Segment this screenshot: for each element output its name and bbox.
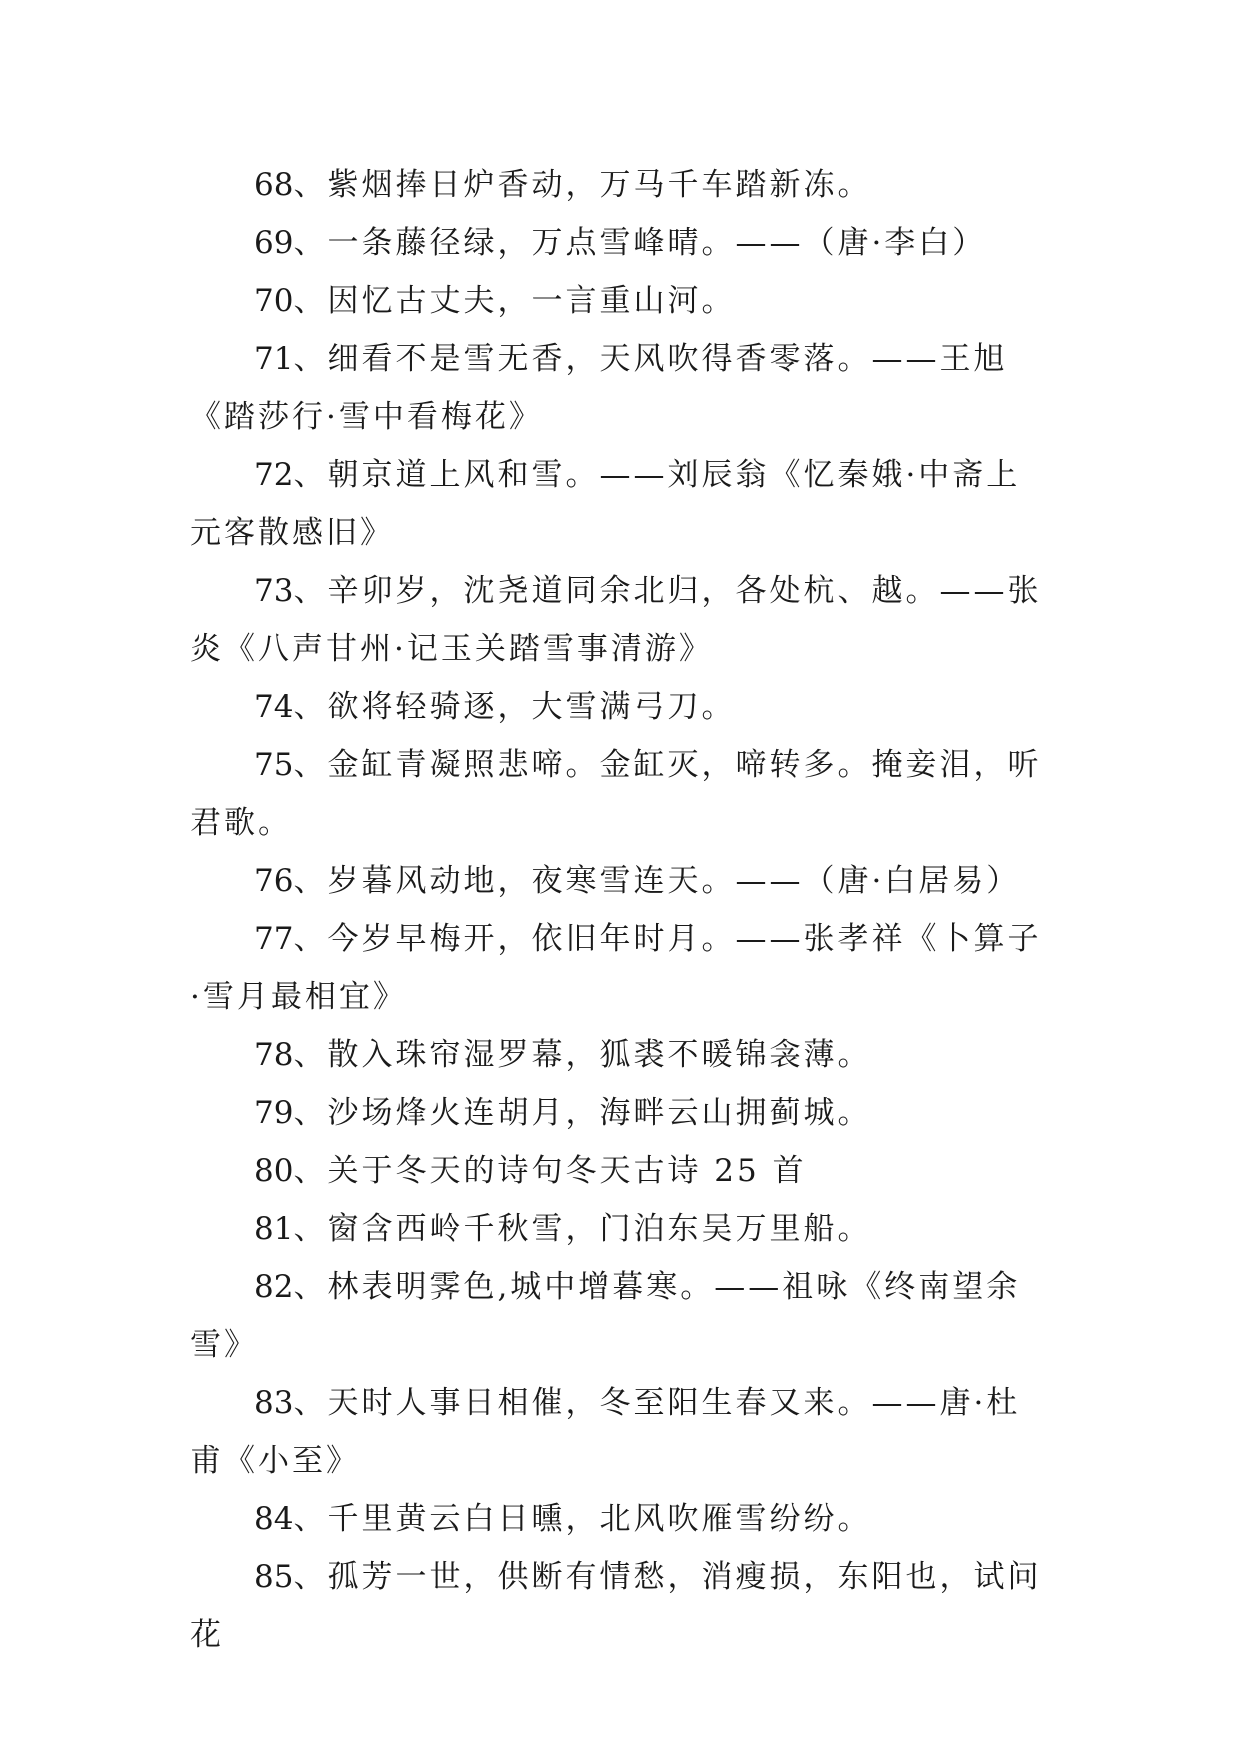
item-number: 81 [254, 1211, 294, 1247]
item-text: 、朝京道上风和雪。——刘辰翁《忆秦娥·中斋上元客散感旧》 [190, 457, 1021, 551]
item-number: 76 [254, 863, 294, 899]
item-number: 73 [254, 573, 294, 609]
item-number: 79 [254, 1095, 294, 1131]
list-item [190, 562, 1050, 678]
item-text: 、窗含西岭千秋雪，门泊东吴万里船。 [293, 1211, 872, 1247]
list-item [190, 678, 1050, 736]
list-item [190, 330, 1050, 446]
list-item [190, 736, 1050, 852]
item-number: 78 [254, 1037, 294, 1073]
item-text: 、岁暮风动地，夜寒雪连天。——（唐·白居易） [293, 863, 1021, 899]
item-number: 85 [254, 1559, 294, 1595]
item-text: 、细看不是雪无香，天风吹得香零落。——王旭《踏莎行·雪中看梅花》 [190, 341, 1008, 435]
item-number: 77 [254, 921, 294, 957]
item-text: 、天时人事日相催，冬至阳生春又来。——唐·杜甫《小至》 [190, 1385, 1021, 1479]
list-item [190, 1374, 1050, 1490]
item-text: 、金缸青凝照悲啼。金缸灭，啼转多。掩妾泪，听君歌。 [190, 747, 1042, 841]
list-item [190, 1490, 1050, 1548]
list-item [190, 1548, 1050, 1664]
list-item [190, 446, 1050, 562]
item-text: 、孤芳一世，供断有情愁，消瘦损，东阳也，试问花 [190, 1559, 1042, 1653]
list-item [190, 272, 1050, 330]
list-item [190, 156, 1050, 214]
list-item [190, 1142, 1050, 1200]
item-text: 、因忆古丈夫，一言重山河。 [293, 283, 736, 319]
item-number: 83 [254, 1385, 294, 1421]
item-text: 、沙场烽火连胡月，海畔云山拥蓟城。 [293, 1095, 872, 1131]
item-text: 、林表明霁色,城中增暮寒。——祖咏《终南望余雪》 [190, 1269, 1021, 1363]
item-number: 74 [254, 689, 294, 725]
poem-list [190, 156, 1050, 1664]
list-item [190, 1084, 1050, 1142]
list-item [190, 214, 1050, 272]
item-number: 80 [254, 1153, 294, 1189]
item-number: 68 [254, 167, 294, 203]
item-number: 70 [254, 283, 294, 319]
item-text: 、关于冬天的诗句冬天古诗 25 首 [293, 1153, 807, 1189]
item-text: 、今岁早梅开，依旧年时月。——张孝祥《卜算子·雪月最相宜》 [190, 921, 1042, 1015]
list-item [190, 1026, 1050, 1084]
item-text: 、散入珠帘湿罗幕，狐裘不暖锦衾薄。 [293, 1037, 872, 1073]
item-number: 84 [254, 1501, 294, 1537]
list-item [190, 852, 1050, 910]
list-item [190, 910, 1050, 1026]
item-text: 、辛卯岁，沈尧道同余北归，各处杭、越。——张炎《八声甘州·记玉关踏雪事清游》 [190, 573, 1042, 667]
item-text: 、一条藤径绿，万点雪峰晴。——（唐·李白） [293, 225, 987, 261]
item-number: 71 [254, 341, 294, 377]
item-number: 69 [254, 225, 294, 261]
list-item [190, 1200, 1050, 1258]
item-number: 72 [254, 457, 294, 493]
item-text: 、欲将轻骑逐，大雪满弓刀。 [293, 689, 736, 725]
item-text: 、紫烟捧日炉香动，万马千车踏新冻。 [293, 167, 872, 203]
item-number: 75 [254, 747, 294, 783]
item-text: 、千里黄云白日曛，北风吹雁雪纷纷。 [293, 1501, 872, 1537]
item-number: 82 [254, 1269, 294, 1305]
list-item [190, 1258, 1050, 1374]
